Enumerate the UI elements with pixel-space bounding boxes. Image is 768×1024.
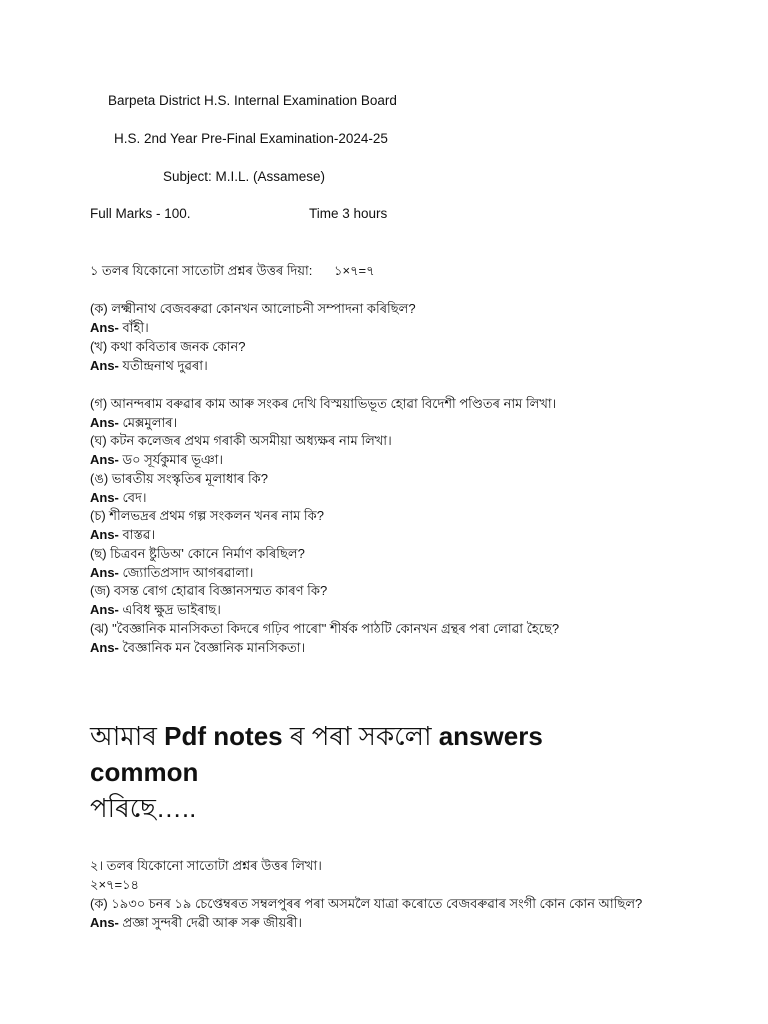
subject-line: Subject: M.I.L. (Assamese) <box>163 169 326 184</box>
answer-text: জ্যোতিপ্ৰসাদ আগৰৱালা। <box>122 565 254 580</box>
answer-text: বাস্তৱ। <box>122 527 156 542</box>
ans-label: Ans- <box>90 565 119 580</box>
ans-label: Ans- <box>90 452 119 467</box>
answer-text: এবিধ ক্ষুদ্ৰ ভাইৰাছ। <box>122 602 221 617</box>
answer-text: বেদ। <box>122 490 147 505</box>
full-marks: Full Marks - 100. <box>90 206 191 221</box>
question-5: (ঙ) ভাৰতীয় সংস্কৃতিৰ মূলাধাৰ কি? <box>90 471 268 486</box>
answer-7 <box>90 564 253 581</box>
section2-marks: ২×৭=১৪ <box>90 877 139 892</box>
exam-title: H.S. 2nd Year Pre-Final Examination-2024-25 <box>114 131 388 146</box>
question-3: (গ) আনন্দৰাম বৰুৱাৰ কাম আৰু সংকৰ দেখি বিস্ময়াভিভূত হোৱা বিদেশী পণ্ডিতৰ নাম লিখা। <box>90 396 557 411</box>
answer-text: বাঁহী। <box>122 320 149 335</box>
time-allowed: Time 3 hours <box>309 206 388 221</box>
answer-text: মেক্সমুলাৰ। <box>122 415 178 430</box>
section2-instruction: ২। তলৰ যিকোনো সাতোটা প্ৰশ্নৰ উত্তৰ লিখা। <box>90 858 322 873</box>
answer-5 <box>90 489 147 506</box>
ans-label: Ans- <box>90 915 119 930</box>
ans-label: Ans- <box>90 415 119 430</box>
answer-3 <box>90 414 177 431</box>
answer-text: ড০ সূৰ্যকুমাৰ ভূঞা। <box>122 452 224 467</box>
question-2: (খ) কথা কবিতাৰ জনক কোন? <box>90 339 246 354</box>
answer-text: যতীন্দ্ৰনাথ দুৱৰা। <box>122 358 208 373</box>
section1-instruction <box>90 262 375 279</box>
question-9: (ঝ) "বৈজ্ঞানিক মানসিকতা কিদৰে গঢ়িব পাৰো" শীৰ্ষক পাঠটি কোনখন গ্ৰন্থৰ পৰা লোৱা হৈছে? <box>90 621 560 636</box>
banner-part4: answers common <box>90 721 543 787</box>
section1-instruction-text: ১ তলৰ যিকোনো সাতোটা প্ৰশ্নৰ উত্তৰ দিয়া: <box>90 263 313 278</box>
section2-answer-1 <box>90 914 302 931</box>
section2-question-1: (ক) ১৯৩০ চনৰ ১৯ চেপ্তেম্বৰত সম্বলপুৰৰ পৰা অসমলৈ যাত্ৰা কৰোতে বেজবৰুৱাৰ সংগী কোন কোন আছিল? <box>90 896 643 911</box>
question-8: (জ) বসন্ত ৰোগ হোৱাৰ বিজ্ঞানসম্মত কাৰণ কি? <box>90 583 328 598</box>
answer-1 <box>90 319 149 336</box>
ans-label: Ans- <box>90 358 119 373</box>
answer-2 <box>90 357 208 374</box>
answer-4 <box>90 451 223 468</box>
ans-label: Ans- <box>90 602 119 617</box>
banner-part2: Pdf notes <box>164 721 283 751</box>
banner-part3: ৰ পৰা সকলো <box>282 721 439 751</box>
section1-marks: ১×৭=৭ <box>334 263 375 278</box>
answer-6 <box>90 526 155 543</box>
answer-text: বৈজ্ঞানিক মন বৈজ্ঞানিক মানসিকতা। <box>122 640 306 655</box>
answer-text: প্ৰজ্ঞা সুন্দৰী দেৱী আৰু সৰু জীয়ৰী। <box>122 915 303 930</box>
ans-label: Ans- <box>90 320 119 335</box>
answer-8 <box>90 601 221 618</box>
question-4: (ঘ) কটন কলেজৰ প্ৰথম গৰাকী অসমীয়া অধ্যক্ষৰ নাম লিখা। <box>90 433 392 448</box>
ans-label: Ans- <box>90 527 119 542</box>
board-title: Barpeta District H.S. Internal Examination Board <box>108 93 397 108</box>
question-1: (ক) লক্ষ্মীনাথ বেজবৰুৱা কোনখন আলোচনী সম্পাদনা কৰিছিল? <box>90 301 416 316</box>
promo-banner <box>90 718 650 826</box>
banner-part1: আমাৰ <box>90 721 165 751</box>
answer-9 <box>90 639 305 656</box>
question-7: (ছ) চিত্ৰবন ষ্টুডিঅ' কোনে নিৰ্মাণ কৰিছিল? <box>90 546 305 561</box>
ans-label: Ans- <box>90 640 119 655</box>
ans-label: Ans- <box>90 490 119 505</box>
banner-part5: পৰিছে….. <box>90 793 197 823</box>
question-6: (চ) শীলভদ্ৰৰ প্ৰথম গল্প সংকলন খনৰ নাম কি? <box>90 508 324 523</box>
